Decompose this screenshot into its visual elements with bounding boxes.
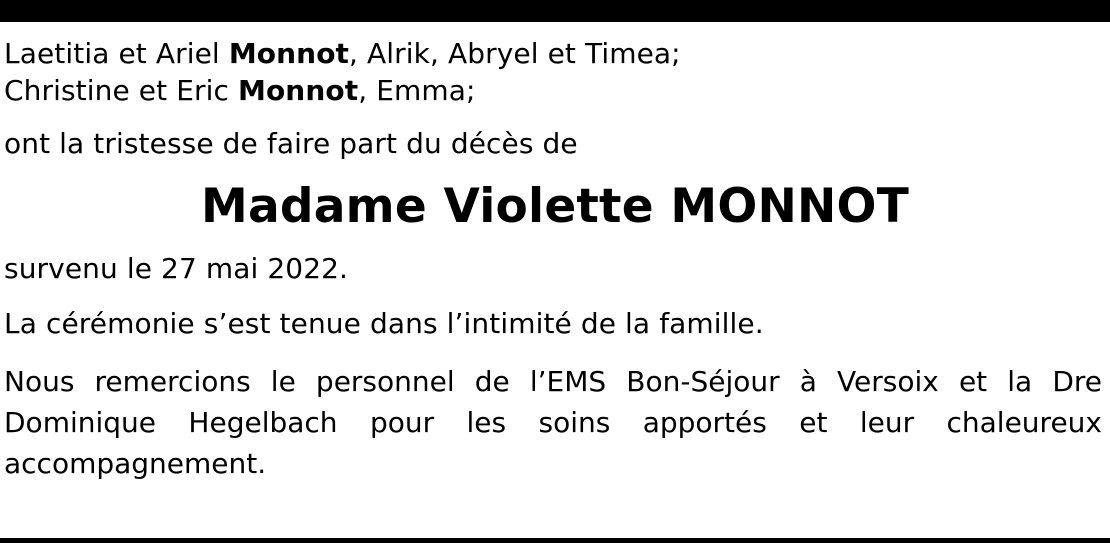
- family-line-1: [4, 36, 1106, 73]
- deceased-name: Madame Violette MONNOT: [201, 178, 909, 234]
- family-block: [4, 36, 1106, 110]
- family-line-1-suffix: , Alrik, Abryel et Timea;: [349, 37, 681, 70]
- family-line-1-surname: Monnot: [228, 37, 350, 70]
- notice-content: [0, 22, 1110, 484]
- death-date-line: survenu le 27 mai 2022.: [4, 251, 349, 285]
- family-line-2-suffix: , Emma;: [358, 73, 476, 107]
- bottom-rule-divider: [0, 538, 1110, 543]
- family-line-1-prefix: Laetitia et Ariel: [4, 37, 229, 70]
- family-line-2: [4, 73, 1106, 110]
- family-line-2-prefix: Christine et Eric: [4, 73, 238, 107]
- family-line-2-surname: Monnot: [238, 73, 359, 107]
- ceremony-line: La cérémonie s’est tenue dans l’intimité de la famille.: [4, 306, 764, 340]
- top-rule-divider: [0, 0, 1110, 22]
- thanks-paragraph: Nous remercions le personnel de l’EMS Bon-Séjour à Versoix et la Dre Dominique Hegelbach pour les soins apportés et leur chaleureux accompagnement.: [4, 365, 1102, 480]
- announcement-line: ont la tristesse de faire part du décès de: [4, 126, 578, 160]
